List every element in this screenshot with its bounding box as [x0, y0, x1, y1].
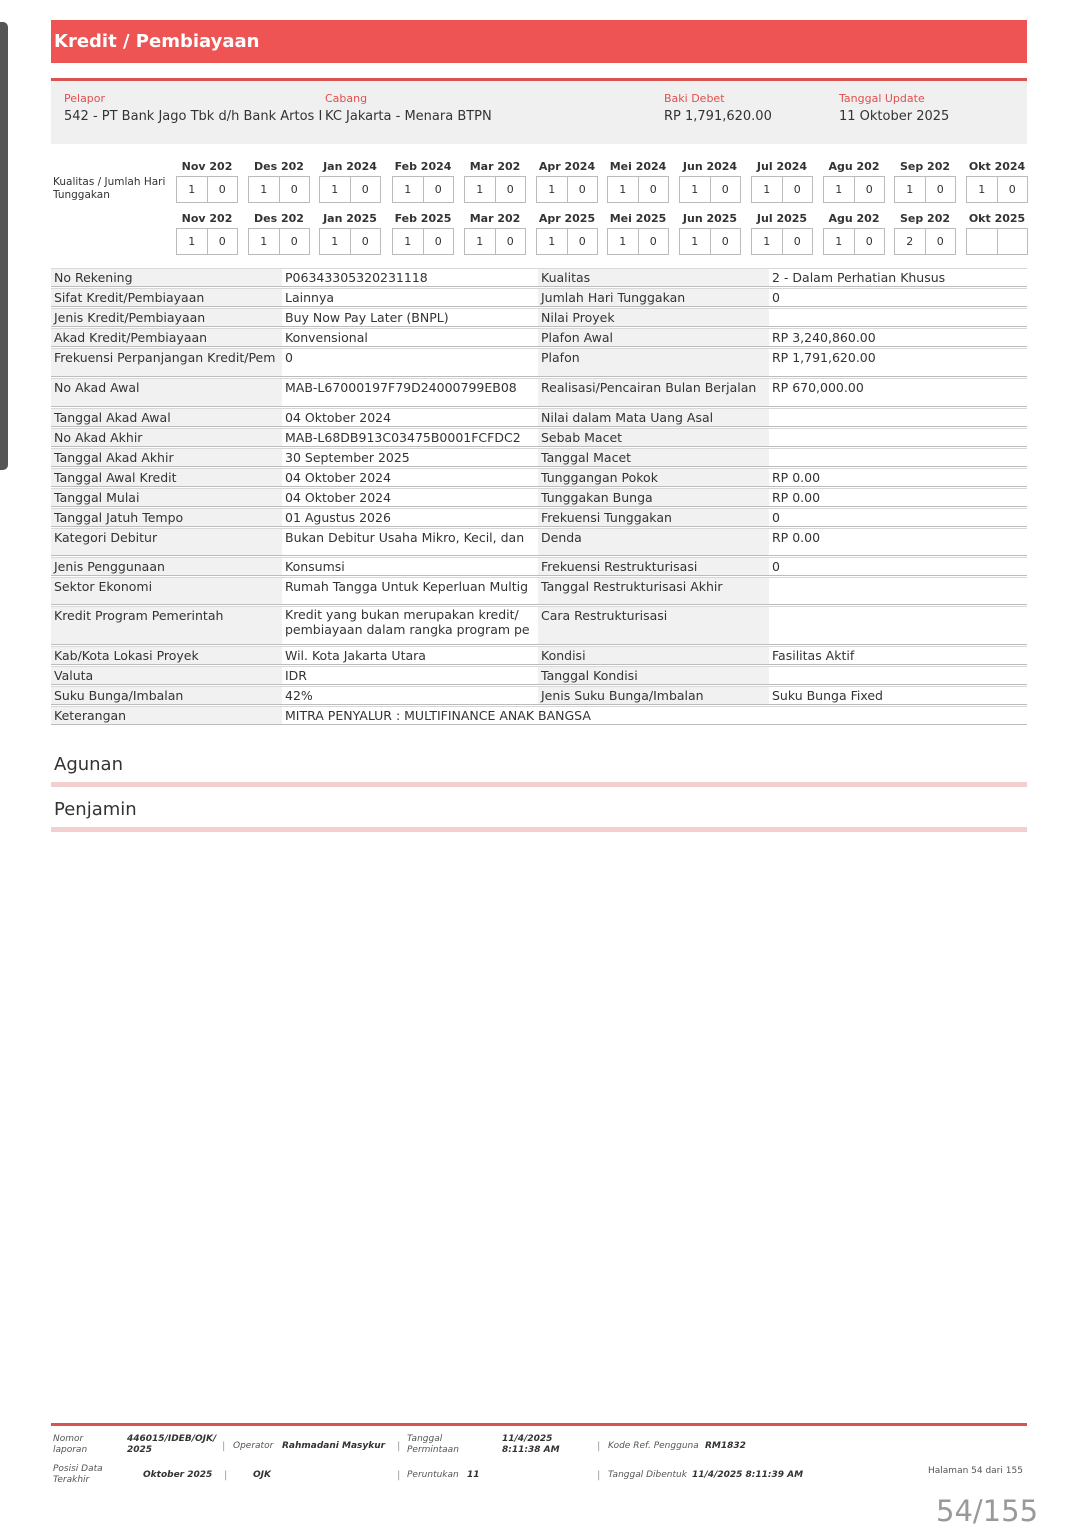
table-row	[51, 646, 1027, 665]
footer-tanggal-label: Tanggal Permintaan	[407, 1434, 459, 1455]
table-row	[51, 606, 1027, 645]
row-label: Tanggal Jatuh Tempo	[51, 509, 282, 526]
table-row	[51, 378, 1027, 407]
table-row	[51, 468, 1027, 487]
kualitas-value: 1	[691, 183, 699, 196]
kualitas-value: 1	[835, 235, 843, 248]
table-row	[51, 666, 1027, 685]
row-label: Nilai dalam Mata Uang Asal	[538, 409, 769, 426]
row-label: Tanggal Kondisi	[538, 667, 769, 684]
row-label: No Akad Akhir	[51, 429, 282, 446]
table-row	[51, 288, 1027, 307]
row-label: Frekuensi Tunggakan	[538, 509, 769, 526]
row-value: 04 Oktober 2024	[285, 410, 392, 425]
row-label: No Rekening	[51, 269, 282, 286]
row-value: 0	[285, 350, 293, 365]
kualitas-month-cell	[536, 228, 598, 255]
tanggal-update-field	[839, 92, 949, 126]
hari-tunggakan-value: 0	[350, 177, 381, 202]
month-label: Mei 2024	[609, 160, 667, 173]
row-value	[769, 607, 1027, 644]
hari-tunggakan-value: 0	[638, 229, 669, 254]
hari-tunggakan-value: 0	[638, 177, 669, 202]
row-value: 01 Agustus 2026	[285, 510, 391, 525]
table-row	[51, 268, 1027, 287]
row-value: Fasilitas Aktif	[772, 648, 855, 663]
month-label: Okt 2024	[968, 160, 1026, 173]
row-label: Tanggal Akad Akhir	[51, 449, 282, 466]
kualitas-value: 1	[548, 235, 556, 248]
month-label: Feb 2024	[394, 160, 452, 173]
row-value: MAB-L68DB913C03475B0001FCFDC2	[285, 430, 521, 445]
row-label: Plafon	[538, 349, 769, 376]
row-label: Kab/Kota Lokasi Proyek	[51, 647, 282, 664]
kualitas-month-cell	[607, 176, 669, 203]
hari-tunggakan-value: 0	[925, 177, 956, 202]
row-value: Konvensional	[285, 330, 368, 345]
footer-posisi-value: Oktober 2025	[143, 1470, 213, 1480]
table-row	[51, 557, 1027, 576]
row-label: Kategori Debitur	[51, 529, 282, 555]
footer-separator: |	[224, 1470, 228, 1481]
pelapor-value: 542 - PT Bank Jago Tbk d/h Bank Artos I	[64, 109, 323, 124]
row-value: MAB-L67000197F79D24000799EB08	[285, 380, 517, 395]
kualitas-month-cell	[464, 228, 526, 255]
kualitas-month-cell	[966, 228, 1028, 255]
row-value: Lainnya	[285, 290, 334, 305]
kualitas-month-cell	[248, 176, 310, 203]
tanggal-update-label: Tanggal Update	[839, 92, 925, 105]
row-value: Bukan Debitur Usaha Mikro, Kecil, dan	[285, 530, 525, 545]
row-value	[769, 429, 1027, 446]
kualitas-month-cell	[319, 228, 381, 255]
table-row	[51, 428, 1027, 447]
month-label: Mar 202	[469, 212, 521, 225]
month-label: Sep 202	[899, 212, 951, 225]
footer-kode-label: Kode Ref. Pengguna	[608, 1441, 699, 1451]
row-value: 2 - Dalam Perhatian Khusus	[772, 270, 946, 285]
kualitas-value: 2	[906, 235, 914, 248]
row-value: MITRA PENYALUR : MULTIFINANCE ANAK BANGSA	[285, 708, 591, 723]
table-row	[51, 686, 1027, 705]
row-label: Tunggangan Pokok	[538, 469, 769, 486]
kualitas-value: 1	[763, 183, 771, 196]
kualitas-value: 1	[835, 183, 843, 196]
row-value: P06343305320231118	[285, 270, 428, 285]
cabang-value: KC Jakarta - Menara BTPN	[325, 109, 492, 124]
footer-kode-value: RM1832	[705, 1441, 746, 1451]
row-value: Wil. Kota Jakarta Utara	[285, 648, 426, 663]
row-label: Tanggal Mulai	[51, 489, 282, 506]
hari-tunggakan-value: 0	[495, 177, 526, 202]
month-label: Agu 202	[828, 160, 880, 173]
row-label: Realisasi/Pencairan Bulan Berjalan	[538, 379, 769, 406]
row-label: Kondisi	[538, 647, 769, 664]
hari-tunggakan-value: 0	[279, 177, 310, 202]
hari-tunggakan-value: 0	[423, 177, 454, 202]
section-heading: Agunan	[54, 754, 123, 775]
month-label: Apr 2024	[538, 160, 596, 173]
month-label: Jun 2025	[682, 212, 738, 225]
hari-tunggakan-value	[997, 229, 1028, 254]
month-label: Nov 202	[181, 160, 233, 173]
kualitas-value	[967, 229, 997, 254]
month-label: Jul 2024	[756, 160, 808, 173]
footer-separator: |	[397, 1441, 401, 1452]
table-row	[51, 706, 1027, 725]
footer-operator-value: Rahmadani Masykur	[282, 1441, 386, 1451]
table-row	[51, 308, 1027, 327]
row-value: RP 1,791,620.00	[772, 350, 876, 365]
table-row	[51, 528, 1027, 556]
kualitas-month-cell	[536, 176, 598, 203]
hari-tunggakan-value: 0	[207, 177, 238, 202]
month-label: Jul 2025	[756, 212, 808, 225]
footer-separator: |	[597, 1470, 601, 1481]
report-footer	[51, 1423, 1027, 1488]
footer-separator: |	[222, 1441, 226, 1452]
row-value: 04 Oktober 2024	[285, 470, 392, 485]
kualitas-value: 1	[476, 183, 484, 196]
table-row	[51, 488, 1027, 507]
section-agunan	[51, 742, 1027, 787]
row-value: 42%	[285, 688, 313, 703]
hari-tunggakan-value: 0	[925, 229, 956, 254]
row-label: Kredit Program Pemerintah	[51, 607, 282, 644]
baki-debet-label: Baki Debet	[664, 92, 725, 105]
row-value	[769, 578, 1027, 604]
kualitas-value: 1	[404, 183, 412, 196]
row-label: Frekuensi Perpanjangan Kredit/Pem	[51, 349, 282, 376]
kualitas-value: 1	[260, 183, 268, 196]
row-label: Suku Bunga/Imbalan	[51, 687, 282, 704]
row-label: Jumlah Hari Tunggakan	[538, 289, 769, 306]
month-label: Mar 202	[469, 160, 521, 173]
month-label: Apr 2025	[538, 212, 596, 225]
month-label: Des 202	[254, 212, 304, 225]
cabang-field	[325, 92, 492, 126]
hari-tunggakan-value: 0	[495, 229, 526, 254]
kualitas-month-cell	[392, 176, 454, 203]
baki-debet-field	[664, 92, 772, 126]
footer-peruntukan-value: 11	[467, 1470, 480, 1480]
row-label: Jenis Suku Bunga/Imbalan	[538, 687, 769, 704]
kualitas-month-cell	[894, 228, 956, 255]
table-row	[51, 348, 1027, 377]
kualitas-value: 1	[260, 235, 268, 248]
kualitas-value: 1	[331, 235, 339, 248]
kualitas-month-cell	[464, 176, 526, 203]
footer-operator-label: Operator	[233, 1441, 274, 1451]
hari-tunggakan-value: 0	[782, 229, 813, 254]
kualitas-value: 1	[331, 183, 339, 196]
kualitas-month-cell	[319, 176, 381, 203]
row-label: Akad Kredit/Pembiayaan	[51, 329, 282, 346]
hari-tunggakan-value: 0	[567, 229, 598, 254]
row-value: Suku Bunga Fixed	[772, 688, 883, 703]
kualitas-month-cell	[751, 176, 813, 203]
month-label: Jan 2025	[323, 212, 377, 225]
row-value	[769, 667, 1027, 684]
row-value: RP 3,240,860.00	[772, 330, 876, 345]
row-label: Plafon Awal	[538, 329, 769, 346]
row-value: IDR	[285, 668, 307, 683]
hari-tunggakan-value: 0	[207, 229, 238, 254]
month-label: Mei 2025	[609, 212, 667, 225]
month-label: Sep 202	[899, 160, 951, 173]
row-value: Konsumsi	[285, 559, 345, 574]
row-label: Sifat Kredit/Pembiayaan	[51, 289, 282, 306]
kualitas-value: 1	[188, 235, 196, 248]
footer-dibentuk-label: Tanggal Dibentuk	[608, 1470, 687, 1480]
hari-tunggakan-value: 0	[854, 177, 885, 202]
row-label: Tanggal Akad Awal	[51, 409, 282, 426]
kualitas-label: Kualitas / Jumlah Hari Tunggakan	[53, 176, 166, 201]
row-value	[769, 449, 1027, 466]
row-label: Tanggal Restrukturisasi Akhir	[538, 578, 769, 604]
row-label: Tanggal Macet	[538, 449, 769, 466]
kualitas-month-cell	[751, 228, 813, 255]
footer-peruntukan-label: Peruntukan	[407, 1470, 459, 1480]
kualitas-value: 1	[978, 183, 986, 196]
row-value: Kredit yang bukan merupakan kredit/ pembiayaan dalam rangka program pe	[285, 607, 530, 637]
kualitas-value: 1	[906, 183, 914, 196]
row-label: Valuta	[51, 667, 282, 684]
row-value: 0	[772, 290, 780, 305]
kualitas-value: 1	[763, 235, 771, 248]
pelapor-field	[64, 92, 322, 126]
kualitas-month-cell	[607, 228, 669, 255]
section-penjamin	[51, 787, 1027, 832]
kualitas-month-cell	[176, 228, 238, 255]
footer-ojk: OJK	[253, 1470, 271, 1480]
section-title-kredit: Kredit / Pembiayaan	[51, 20, 1027, 63]
row-value: Rumah Tangga Untuk Keperluan Multig	[285, 579, 529, 594]
row-label: Tunggakan Bunga	[538, 489, 769, 506]
scrollbar-handle[interactable]	[0, 22, 8, 470]
hari-tunggakan-value: 0	[279, 229, 310, 254]
kualitas-month-cell	[176, 176, 238, 203]
row-label: Jenis Penggunaan	[51, 558, 282, 575]
kualitas-month-cell	[823, 176, 885, 203]
baki-debet-value: RP 1,791,620.00	[664, 109, 772, 124]
row-value: RP 0.00	[772, 470, 821, 485]
kualitas-month-cell	[894, 176, 956, 203]
row-label: Denda	[538, 529, 769, 555]
month-label: Des 202	[254, 160, 304, 173]
kualitas-month-cell	[823, 228, 885, 255]
hari-tunggakan-value: 0	[782, 177, 813, 202]
footer-posisi-label: Posisi Data Terakhir	[53, 1464, 103, 1485]
month-label: Feb 2025	[394, 212, 452, 225]
month-label: Okt 2025	[968, 212, 1026, 225]
row-label: Kualitas	[538, 269, 769, 286]
table-row	[51, 508, 1027, 527]
month-label: Jan 2024	[323, 160, 377, 173]
kualitas-month-cell	[966, 176, 1028, 203]
month-label: Jun 2024	[682, 160, 738, 173]
row-value: 0	[772, 559, 780, 574]
hari-tunggakan-value: 0	[710, 229, 741, 254]
section-divider	[51, 827, 1027, 832]
footer-nomor-label: Nomor laporan	[53, 1434, 88, 1455]
credit-detail-table	[51, 268, 1027, 726]
footer-page-count: Halaman 54 dari 155	[928, 1466, 1023, 1476]
table-row	[51, 328, 1027, 347]
row-value: RP 0.00	[772, 530, 821, 545]
row-value: 30 September 2025	[285, 450, 410, 465]
report-summary-box	[51, 78, 1027, 144]
row-value: RP 0.00	[772, 490, 821, 505]
footer-separator: |	[597, 1441, 601, 1452]
row-value: RP 670,000.00	[772, 380, 864, 395]
row-label: Keterangan	[51, 707, 282, 724]
hari-tunggakan-value: 0	[423, 229, 454, 254]
hari-tunggakan-value: 0	[710, 177, 741, 202]
row-label: No Akad Awal	[51, 379, 282, 406]
row-label: Jenis Kredit/Pembiayaan	[51, 309, 282, 326]
table-row	[51, 448, 1027, 467]
table-row	[51, 577, 1027, 605]
hari-tunggakan-value: 0	[997, 177, 1028, 202]
hari-tunggakan-value: 0	[350, 229, 381, 254]
footer-separator: |	[397, 1470, 401, 1481]
hari-tunggakan-value: 0	[567, 177, 598, 202]
kualitas-value: 1	[548, 183, 556, 196]
row-label: Nilai Proyek	[538, 309, 769, 326]
tanggal-update-value: 11 Oktober 2025	[839, 109, 950, 124]
month-label: Agu 202	[828, 212, 880, 225]
row-value: 0	[772, 510, 780, 525]
kualitas-value: 1	[691, 235, 699, 248]
row-label: Tanggal Awal Kredit	[51, 469, 282, 486]
row-value	[769, 309, 1027, 326]
kualitas-month-cell	[248, 228, 310, 255]
kualitas-value: 1	[476, 235, 484, 248]
kualitas-value: 1	[619, 183, 627, 196]
hari-tunggakan-value: 0	[854, 229, 885, 254]
kualitas-value: 1	[619, 235, 627, 248]
footer-nomor-value: 446015/IDEB/OJK/ 2025	[127, 1434, 217, 1455]
row-value	[769, 409, 1027, 426]
section-heading: Penjamin	[54, 799, 137, 820]
month-label: Nov 202	[181, 212, 233, 225]
row-value: Buy Now Pay Later (BNPL)	[285, 310, 449, 325]
kualitas-month-cell	[392, 228, 454, 255]
footer-dibentuk-value: 11/4/2025 8:11:39 AM	[692, 1470, 804, 1480]
pelapor-label: Pelapor	[64, 92, 106, 105]
row-label: Sebab Macet	[538, 429, 769, 446]
kualitas-value: 1	[404, 235, 412, 248]
page-indicator: 54/155	[936, 1494, 1039, 1528]
kualitas-month-cell	[679, 228, 741, 255]
footer-tanggal-value: 11/4/2025 8:11:38 AM	[502, 1434, 560, 1455]
cabang-label: Cabang	[325, 92, 368, 105]
kualitas-month-cell	[679, 176, 741, 203]
row-value: 04 Oktober 2024	[285, 490, 392, 505]
table-row	[51, 408, 1027, 427]
row-label: Sektor Ekonomi	[51, 578, 282, 604]
kualitas-value: 1	[188, 183, 196, 196]
row-label: Frekuensi Restrukturisasi	[538, 558, 769, 575]
row-label: Cara Restrukturisasi	[538, 607, 769, 644]
